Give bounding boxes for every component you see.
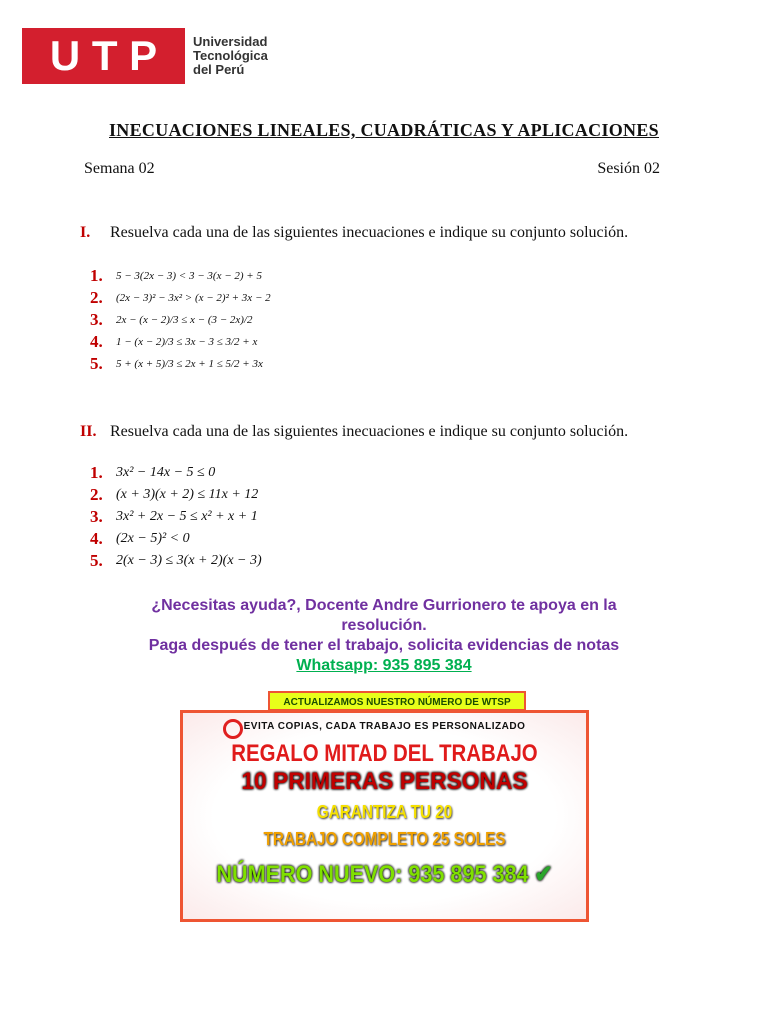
section-2-heading (80, 423, 628, 441)
exercise-item (90, 265, 271, 287)
section-instruction: Resuelva cada una de las siguientes inecuaciones e indique su conjunto solución. (110, 224, 629, 241)
section-instruction: Resuelva cada una de las siguientes inecuaciones e indique su conjunto solución. (110, 423, 629, 440)
help-line: resolución. (341, 617, 427, 634)
item-expression: 3x² − 14x − 5 ≤ 0 (116, 465, 216, 480)
sesion-label: Sesión 02 (597, 160, 660, 177)
item-number: 3. (90, 310, 103, 329)
banner-line: TRABAJO COMPLETO 25 SOLES (263, 829, 506, 849)
logo-line: Universidad (193, 34, 268, 49)
exercise-item (90, 353, 271, 375)
banner-line: EVITA COPIAS, CADA TRABAJO ES PERSONALIZADO (243, 721, 526, 732)
section-1-list (90, 265, 271, 375)
exercise-item (90, 484, 262, 506)
item-expression: 5 − 3(2x − 3) < 3 − 3(x − 2) + 5 (116, 270, 262, 282)
help-line: Paga después de tener el trabajo, solicita evidencias de notas (148, 637, 620, 654)
roman-numeral: II. (80, 423, 97, 440)
help-message (0, 596, 768, 676)
section-2-list (90, 462, 262, 572)
banner-tag: ACTUALIZAMOS NUESTRO NÚMERO DE WTSP (268, 691, 526, 711)
section-1-heading (80, 224, 628, 242)
prohibited-icon (223, 719, 243, 739)
document-title: INECUACIONES LINEALES, CUADRÁTICAS Y APLICACIONES (109, 120, 659, 140)
logo-mark: U T P (22, 28, 185, 84)
item-number: 2. (90, 288, 103, 307)
banner-line: GARANTIZA TU 20 (316, 802, 453, 822)
roman-numeral: I. (80, 224, 91, 241)
exercise-item (90, 309, 271, 331)
item-number: 3. (90, 507, 103, 526)
exercise-item (90, 528, 262, 550)
item-number: 4. (90, 332, 103, 351)
item-expression: 5 + (x + 5)/3 ≤ 2x + 1 ≤ 5/2 + 3x (116, 358, 263, 370)
item-expression: (x + 3)(x + 2) ≤ 11x + 12 (116, 487, 259, 502)
item-expression: 2(x − 3) ≤ 3(x + 2)(x − 3) (116, 553, 262, 568)
check-icon: ✔ (534, 861, 553, 888)
banner-line: 10 PRIMERAS PERSONAS (241, 768, 528, 795)
promo-banner (180, 710, 589, 922)
item-number: 1. (90, 463, 103, 482)
whatsapp-link[interactable]: Whatsapp: 935 895 384 (296, 657, 472, 674)
item-expression: (2x − 5)² < 0 (116, 531, 190, 546)
logo-line: Tecnológica (193, 48, 268, 63)
logo-line: del Perú (193, 62, 245, 77)
item-number: 2. (90, 485, 103, 504)
banner-line: REGALO MITAD DEL TRABAJO (231, 740, 538, 767)
item-number: 5. (90, 354, 103, 373)
item-expression: (2x − 3)² − 3x² > (x − 2)² + 3x − 2 (116, 292, 271, 304)
help-line: ¿Necesitas ayuda?, Docente Andre Gurrionero te apoya en la (151, 597, 617, 614)
utp-logo (22, 28, 268, 84)
logo-text (193, 35, 268, 77)
exercise-item (90, 506, 262, 528)
item-expression: 2x − (x − 2)/3 ≤ x − (3 − 2x)/2 (116, 314, 253, 326)
banner-phone (203, 860, 566, 889)
semana-label: Semana 02 (84, 160, 155, 177)
item-number: 4. (90, 529, 103, 548)
item-expression: 3x² + 2x − 5 ≤ x² + x + 1 (116, 509, 258, 524)
exercise-item (90, 462, 262, 484)
exercise-item (90, 331, 271, 353)
banner-phone-text: NÚMERO NUEVO: 935 895 384 (216, 861, 529, 888)
item-number: 1. (90, 266, 103, 285)
exercise-item (90, 287, 271, 309)
item-number: 5. (90, 551, 103, 570)
exercise-item (90, 550, 262, 572)
item-expression: 1 − (x − 2)/3 ≤ 3x − 3 ≤ 3/2 + x (116, 336, 258, 348)
